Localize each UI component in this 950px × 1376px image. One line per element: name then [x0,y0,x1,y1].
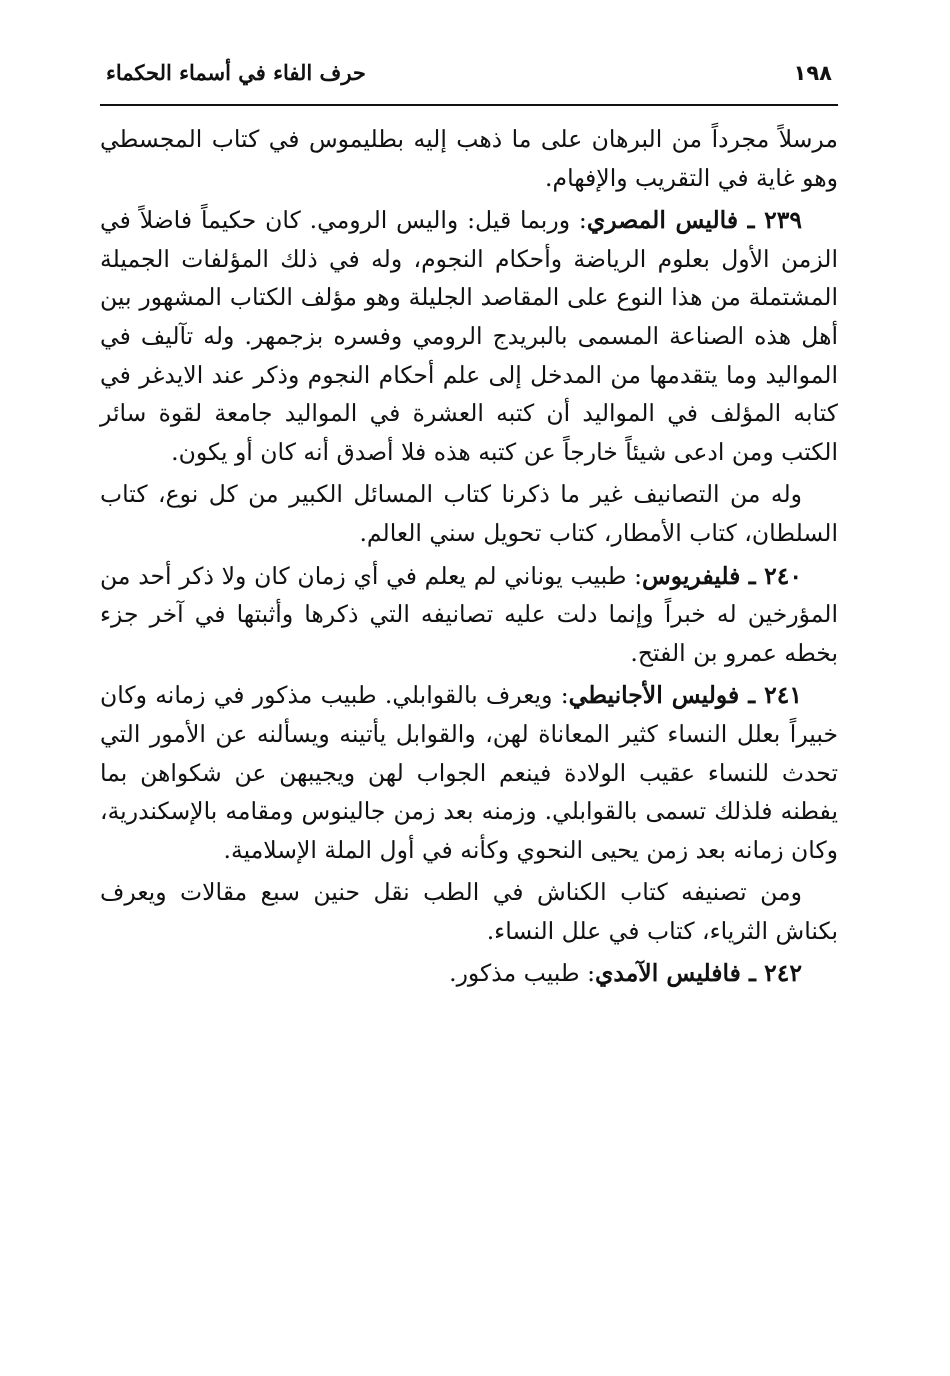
entry-242 [100,954,838,993]
entry-text: : طبيب مذكور. [449,959,595,988]
entry-text: : طبيب يوناني لم يعلم في أي زمان كان ولا ذكر أحد من المؤرخين له خبراً وإنما دلت عليه تصانيفه التي ذكرها وأثبتها في آخر جزء بخطه عمرو بن الفتح. [100,561,838,667]
running-header [100,60,838,104]
entry-text: : وربما قيل: واليس الرومي. كان حكيماً فاضلاً في الزمن الأول بعلوم الرياضة وأحكام النجوم، وله في ذلك المؤلفات الجميلة المشتملة من هذا النوع على المقاصد الجليلة وهو مؤلف الكتاب المشهور بين أهل هذه الصناعة المسمى بالبريدج الرومي وفسره بزجمهر. وله تآليف في المواليد وما يتقدمها من المدخل إلى علم أحكام النجوم وذكر عند الايدغر في كتابه المؤلف في المواليد أن كتبه العشرة في المواليد جامعة لقوة سائر الكتب ومن ادعى شيئاً خارجاً عن كتبه هذه فلا أصدق أنه كان أو يكون. [100,206,838,466]
entry-239 [100,201,838,471]
entry-241 [100,676,838,869]
paragraph-continuation: مرسلاً مجرداً من البرهان على ما ذهب إليه بطليموس في كتاب المجسطي وهو غاية في التقريب والإفهام. [100,125,838,192]
paragraph-works-241: ومن تصنيفه كتاب الكناش في الطب نقل حنين سبع مقالات ويعرف بكناش الثرياء، كتاب في علل النساء. [100,878,838,945]
entry-heading: ٢٤٠ ـ فليفريوس [642,561,802,590]
entry-heading: ٢٤١ ـ فوليس الأجانيطي [568,681,802,710]
entry-heading: ٢٣٩ ـ فاليس المصري [586,206,802,235]
entry-heading: ٢٤٢ ـ فافليس الآمدي [594,959,802,988]
book-page [100,60,838,997]
entry-text: : ويعرف بالقوابلي. طبيب مذكور في زمانه وكان خبيراً بعلل النساء كثير المعاناة لهن، والقوابل يأتينه ويسألنه عن الأمور التي تحدث للنساء عقيب الولادة فينعم الجواب لهن ويجيبهن عن شكواهن بما يفطنه فلذلك تسمى بالقوابلي. وزمنه بعد زمن جالينوس ومقامه بالإسكندرية، وكان زمانه بعد زمن يحيى النحوي وكأنه في أول الملة الإسلامية. [100,681,838,864]
running-title: حرف الفاء في أسماء الحكماء [106,60,366,85]
entry-240 [100,557,838,673]
page-number: ١٩٨ [793,61,832,85]
paragraph-works-239: وله من التصانيف غير ما ذكرنا كتاب المسائل الكبير من كل نوع، كتاب السلطان، كتاب الأمطار، كتاب تحويل سني العالم. [100,480,838,547]
header-rule [100,104,838,106]
